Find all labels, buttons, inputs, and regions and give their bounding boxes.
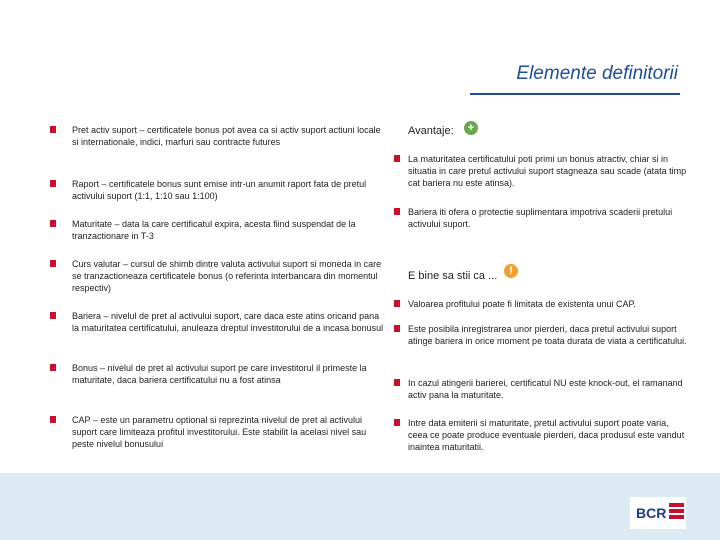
note-text: Valoarea profitului poate fi limitata de existenta unui CAP.	[408, 299, 636, 309]
bullet-icon	[394, 379, 400, 386]
bullet-icon	[50, 364, 56, 371]
definition-item	[50, 258, 387, 294]
definition-item	[50, 414, 387, 450]
bullet-icon	[394, 300, 400, 307]
definition-text: Maturitate – data la care certificatul expira, acesta fiind suspendat de la tranzactionare in T-3	[72, 219, 356, 241]
advantage-text: La maturitatea certificatului poti primi un bonus atractiv, chiar si in situatia in care pretul activului suport stagneaza sau scade (atata timp cat bariera nu este atinsa).	[408, 154, 687, 188]
advantage-item	[388, 206, 688, 230]
note-text: Intre data emiterii si maturitate, pretul activului suport poate varia, ceea ce poate produce eventuale pierderi, daca produsul este vandut inaintea maturitatii.	[408, 418, 685, 452]
definition-item	[50, 362, 387, 386]
footer-band	[0, 473, 720, 540]
definition-item	[50, 310, 387, 334]
bullet-icon	[394, 155, 400, 162]
bullet-icon	[394, 208, 400, 215]
definition-text: CAP – este un parametru optional si reprezinta nivelul de pret al activului suport care limiteaza profitul investitorului. Este stabilit la acelasi nivel sau peste nivelul bonusului	[72, 415, 367, 449]
bullet-icon	[394, 325, 400, 332]
bcr-logo-mark-icon	[669, 503, 684, 519]
plus-icon: +	[464, 121, 478, 135]
definition-item	[50, 218, 387, 242]
definition-text: Bonus – nivelul de pret al activului suport pe care investitorul il primeste la maturitate, daca bariera certificatului nu a fost atinsa	[72, 363, 367, 385]
definition-item	[50, 124, 387, 148]
advantages-heading: Avantaje:	[408, 125, 454, 137]
notes-heading: E bine sa stii ca ...	[408, 270, 498, 282]
note-text: Este posibila inregistrarea unor pierderi, daca pretul activului suport atinge bariera in orice moment pe toata durata de viata a certificatului.	[408, 324, 687, 346]
exclamation-icon: !	[504, 264, 518, 278]
page-title: Elemente definitorii	[516, 63, 678, 84]
note-text: In cazul atingerii barierei, certificatul NU este knock-out, el ramanand activ pana la maturitate.	[408, 378, 683, 400]
title-underline	[470, 93, 680, 95]
definition-item	[50, 178, 387, 202]
advantage-item	[388, 153, 688, 189]
bcr-logo: BCR	[636, 505, 667, 521]
definition-text: Curs valutar – cursul de shimb dintre valuta activului suport si moneda in care se tranzactioneaza certificatele bonus (o referinta interbancara din momentul respectiv)	[72, 259, 382, 293]
definition-text: Raport – certificatele bonus sunt emise intr-un anumit raport fata de pretul activului suport (1:1, 1:10 sau 1:100)	[72, 179, 367, 201]
bullet-icon	[50, 416, 56, 423]
note-item	[388, 377, 688, 401]
note-item	[388, 417, 688, 453]
bullet-icon	[50, 180, 56, 187]
bullet-icon	[50, 312, 56, 319]
bullet-icon	[50, 126, 56, 133]
bullet-icon	[394, 419, 400, 426]
bullet-icon	[50, 220, 56, 227]
note-item	[388, 323, 688, 347]
advantage-text: Bariera iti ofera o protectie suplimentara impotriva scaderii pretului activului suport.	[408, 207, 673, 229]
bullet-icon	[50, 260, 56, 267]
definition-text: Bariera – nivelul de pret al activului suport, care daca este atins oricand pana la maturitatea certificatului, anuleaza dreptul investitorului de a incasa bonusul	[72, 311, 384, 333]
definition-text: Pret activ suport – certificatele bonus pot avea ca si activ suport actiuni locale si internationale, indici, marfuri sau contracte futures	[72, 125, 381, 147]
note-item	[388, 298, 688, 310]
